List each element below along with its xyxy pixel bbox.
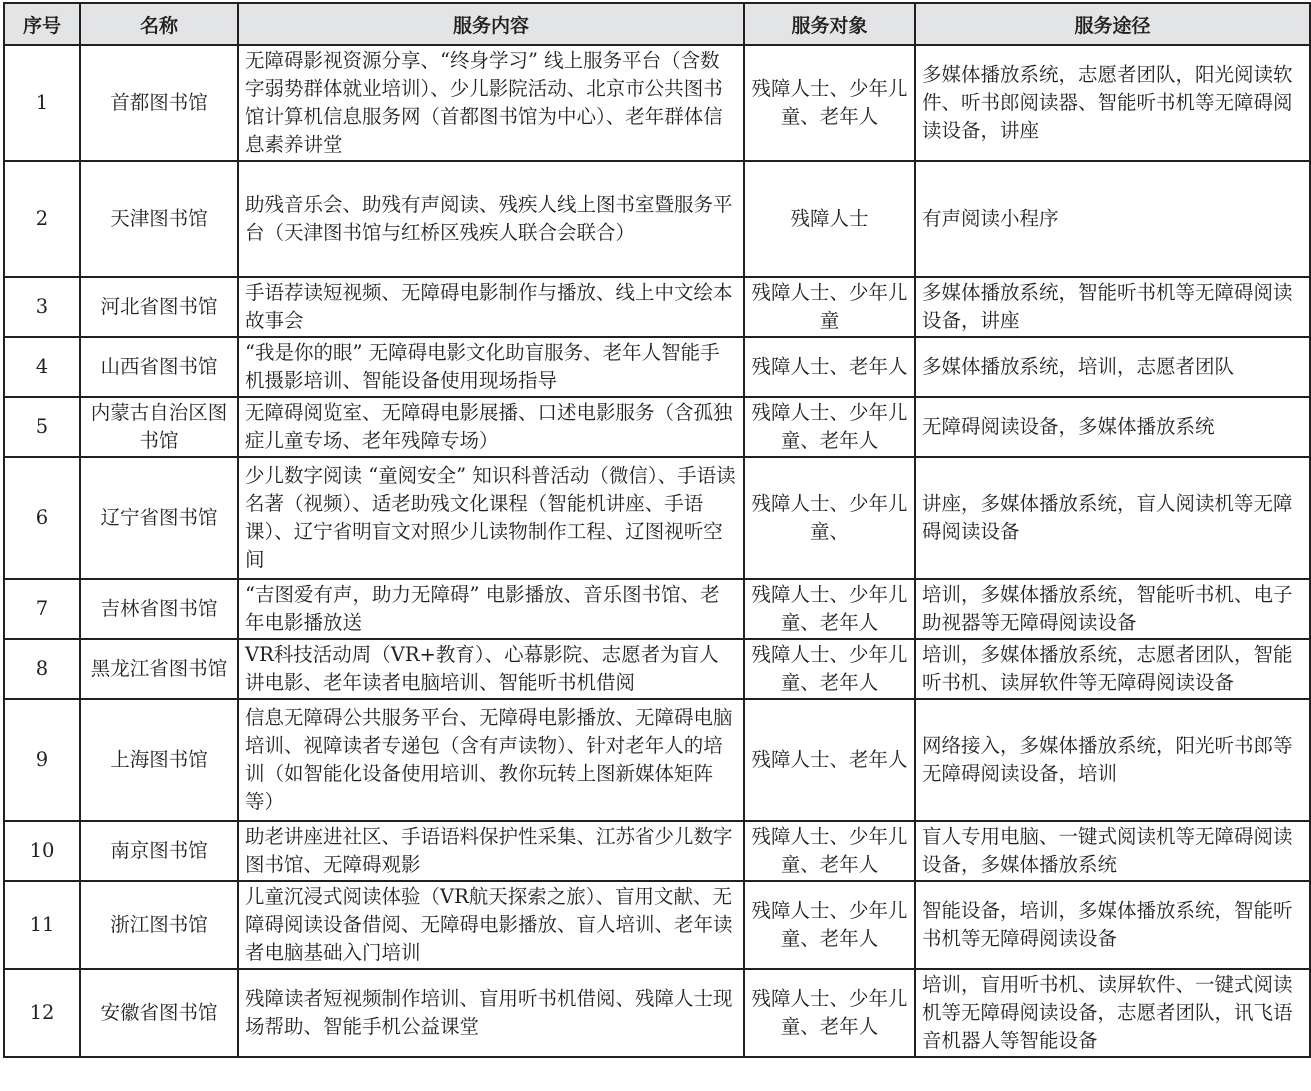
library-name: 浙江图书馆 xyxy=(80,881,238,969)
service-channel: 培训，多媒体播放系统，智能听书机、电子助视器等无障碍阅读设备 xyxy=(915,579,1310,639)
row-number: 1 xyxy=(4,45,80,161)
table-row xyxy=(4,457,1310,579)
service-target: 残障人士、少年儿童、老年人 xyxy=(744,397,915,457)
service-content: 无障碍影视资源分享、“终身学习” 线上服务平台（含数字弱势群体就业培训）、少儿影院活动、北京市公共图书馆计算机信息服务网（首都图书馆为中心）、老年群体信息素养讲堂 xyxy=(238,45,744,161)
service-content: 助老讲座进社区、手语语料保护性采集、江苏省少儿数字图书馆、无障碍观影 xyxy=(238,821,744,881)
header-service-content: 服务内容 xyxy=(238,3,744,45)
row-number: 7 xyxy=(4,579,80,639)
service-target: 残障人士、少年儿童、老年人 xyxy=(744,881,915,969)
service-target: 残障人士、少年儿童、老年人 xyxy=(744,579,915,639)
table-row xyxy=(4,821,1310,881)
service-content: “我是你的眼” 无障碍电影文化助盲服务、老年人智能手机摄影培训、智能设备使用现场指导 xyxy=(238,337,744,397)
row-number: 4 xyxy=(4,337,80,397)
service-channel: 无障碍阅读设备，多媒体播放系统 xyxy=(915,397,1310,457)
library-name: 上海图书馆 xyxy=(80,699,238,821)
service-channel: 多媒体播放系统，志愿者团队，阳光阅读软件、听书郎阅读器、智能听书机等无障碍阅读设备，讲座 xyxy=(915,45,1310,161)
library-name: 辽宁省图书馆 xyxy=(80,457,238,579)
service-target: 残障人士、少年儿童、老年人 xyxy=(744,45,915,161)
row-number: 6 xyxy=(4,457,80,579)
service-content: 儿童沉浸式阅读体验（VR航天探索之旅）、盲用文献、无障碍阅读设备借阅、无障碍电影播放、盲人培训、老年读者电脑基础入门培训 xyxy=(238,881,744,969)
library-name: 南京图书馆 xyxy=(80,821,238,881)
header-service-target: 服务对象 xyxy=(744,3,915,45)
row-number: 10 xyxy=(4,821,80,881)
service-channel: 多媒体播放系统，培训，志愿者团队 xyxy=(915,337,1310,397)
library-name: 山西省图书馆 xyxy=(80,337,238,397)
service-content: 助残音乐会、助残有声阅读、残疾人线上图书室暨服务平台（天津图书馆与红桥区残疾人联合会联合） xyxy=(238,161,744,277)
table-row xyxy=(4,579,1310,639)
library-name: 安徽省图书馆 xyxy=(80,969,238,1057)
table-row xyxy=(4,45,1310,161)
service-content: 残障读者短视频制作培训、盲用听书机借阅、残障人士现场帮助、智能手机公益课堂 xyxy=(238,969,744,1057)
row-number: 5 xyxy=(4,397,80,457)
header-name: 名称 xyxy=(80,3,238,45)
service-channel: 有声阅读小程序 xyxy=(915,161,1310,277)
table-row xyxy=(4,161,1310,277)
service-content: 少儿数字阅读 “童阅安全” 知识科普活动（微信）、手语读名著（视频）、适老助残文化课程（智能机讲座、手语课）、辽宁省明盲文对照少儿读物制作工程、辽图视听空间 xyxy=(238,457,744,579)
service-content: 信息无障碍公共服务平台、无障碍电影播放、无障碍电脑培训、视障读者专递包（含有声读物）、针对老年人的培训（如智能化设备使用培训、教你玩转上图新媒体矩阵等） xyxy=(238,699,744,821)
table-row xyxy=(4,969,1310,1057)
header-number: 序号 xyxy=(4,3,80,45)
service-channel: 盲人专用电脑、一键式阅读机等无障碍阅读设备，多媒体播放系统 xyxy=(915,821,1310,881)
service-channel: 培训，盲用听书机、读屏软件、一键式阅读机等无障碍阅读设备，志愿者团队，讯飞语音机器人等智能设备 xyxy=(915,969,1310,1057)
table-row xyxy=(4,699,1310,821)
service-target: 残障人士、少年儿童、老年人 xyxy=(744,821,915,881)
row-number: 9 xyxy=(4,699,80,821)
service-target: 残障人士、少年儿童、 xyxy=(744,457,915,579)
service-target: 残障人士、老年人 xyxy=(744,699,915,821)
library-name: 河北省图书馆 xyxy=(80,277,238,337)
service-content: VR科技活动周（VR+教育）、心幕影院、志愿者为盲人讲电影、老年读者电脑培训、智能听书机借阅 xyxy=(238,639,744,699)
service-channel: 讲座，多媒体播放系统，盲人阅读机等无障碍阅读设备 xyxy=(915,457,1310,579)
service-target: 残障人士、老年人 xyxy=(744,337,915,397)
row-number: 3 xyxy=(4,277,80,337)
service-target: 残障人士、少年儿童、老年人 xyxy=(744,969,915,1057)
service-content: “吉图爱有声，助力无障碍” 电影播放、音乐图书馆、老年电影播放送 xyxy=(238,579,744,639)
library-name: 吉林省图书馆 xyxy=(80,579,238,639)
library-name: 黑龙江省图书馆 xyxy=(80,639,238,699)
row-number: 11 xyxy=(4,881,80,969)
table-row xyxy=(4,337,1310,397)
library-name: 天津图书馆 xyxy=(80,161,238,277)
service-content: 无障碍阅览室、无障碍电影展播、口述电影服务（含孤独症儿童专场、老年残障专场） xyxy=(238,397,744,457)
row-number: 12 xyxy=(4,969,80,1057)
row-number: 8 xyxy=(4,639,80,699)
library-services-table xyxy=(3,2,1311,1058)
table-row xyxy=(4,397,1310,457)
service-channel: 培训，多媒体播放系统，志愿者团队，智能听书机、读屏软件等无障碍阅读设备 xyxy=(915,639,1310,699)
service-target: 残障人士、少年儿童、老年人 xyxy=(744,639,915,699)
library-name: 首都图书馆 xyxy=(80,45,238,161)
header-row xyxy=(4,3,1310,45)
service-target: 残障人士、少年儿童 xyxy=(744,277,915,337)
row-number: 2 xyxy=(4,161,80,277)
service-channel: 智能设备，培训，多媒体播放系统，智能听书机等无障碍阅读设备 xyxy=(915,881,1310,969)
service-target: 残障人士 xyxy=(744,161,915,277)
header-service-channel: 服务途径 xyxy=(915,3,1310,45)
table-row xyxy=(4,881,1310,969)
table-row xyxy=(4,639,1310,699)
service-channel: 多媒体播放系统，智能听书机等无障碍阅读设备，讲座 xyxy=(915,277,1310,337)
service-channel: 网络接入，多媒体播放系统，阳光听书郎等无障碍阅读设备，培训 xyxy=(915,699,1310,821)
service-content: 手语荐读短视频、无障碍电影制作与播放、线上中文绘本故事会 xyxy=(238,277,744,337)
table-row xyxy=(4,277,1310,337)
library-name: 内蒙古自治区图书馆 xyxy=(80,397,238,457)
